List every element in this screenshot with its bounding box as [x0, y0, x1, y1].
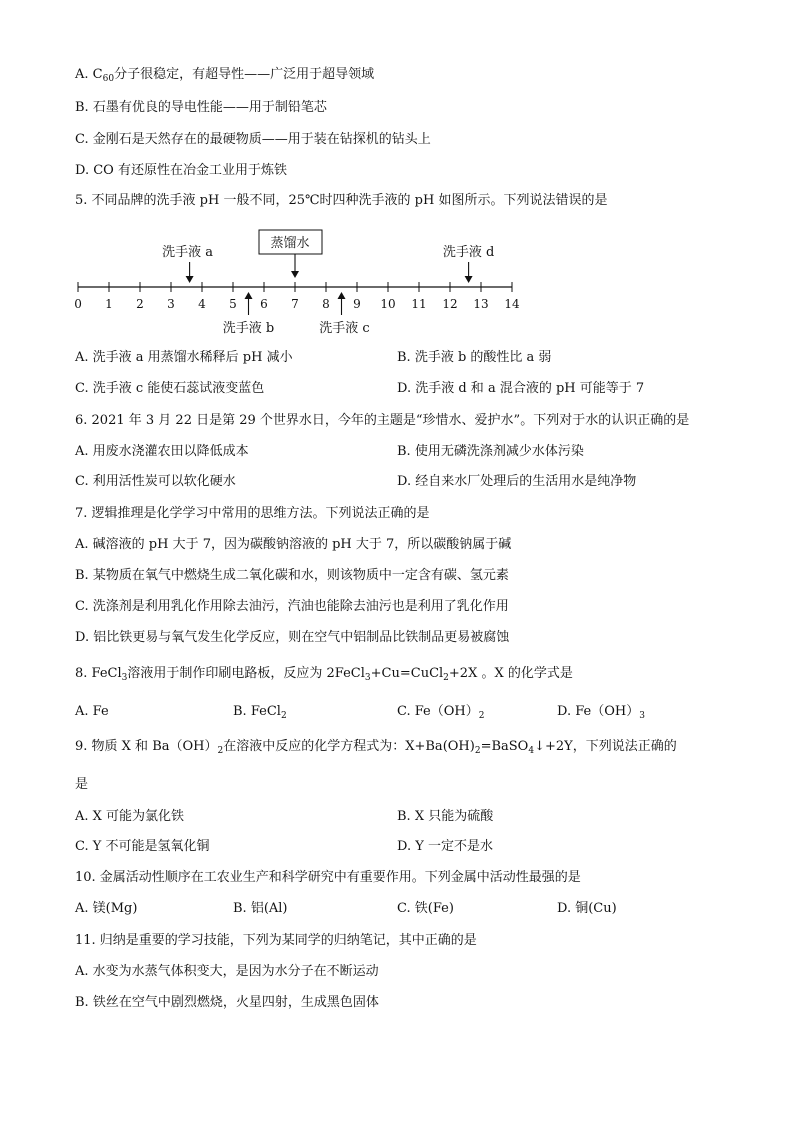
q9-option-c: C. Y 不可能是氢氧化铜 [75, 839, 210, 854]
ph-tick-label: 5 [229, 297, 237, 311]
label-handwash-b: 洗手液 b [222, 321, 275, 336]
q9-stem [75, 738, 677, 760]
q10-option-b: B. 铝(Al) [233, 901, 288, 916]
arrow-d-head [465, 276, 473, 283]
q7-option-c: C. 洗涤剂是利用乳化作用除去油污，汽油也能除去油污也是利用了乳化作用 [75, 599, 509, 614]
q6-option-b: B. 使用无磷洗涤剂减少水体污染 [397, 444, 584, 459]
q6-option-a: A. 用废水浇灌农田以降低成本 [75, 444, 249, 459]
q8-option-c [397, 703, 484, 725]
q4-option-a [75, 66, 374, 88]
label-handwash-d: 洗手液 d [442, 245, 495, 260]
q8-stem-part-4: +2X 。X 的化学式是 [448, 666, 573, 681]
ph-tick-label: 1 [105, 297, 113, 311]
q8-stem [75, 665, 573, 687]
q11-option-a: A. 水变为水蒸气体积变大，是因为水分子在不断运动 [75, 964, 379, 979]
q8-sub-3b: 3 [364, 673, 371, 683]
ph-tick-label: 7 [291, 297, 299, 311]
q5-option-c: C. 洗手液 c 能使石蕊试液变蓝色 [75, 381, 265, 396]
q7-option-d: D. 铝比铁更易与氧气发生化学反应，则在空气中铝制品比铁制品更易被腐蚀 [75, 630, 510, 645]
ph-tick-label: 8 [322, 297, 330, 311]
q8-option-a: A. Fe [75, 704, 109, 719]
ph-tick-label: 4 [198, 297, 206, 311]
q8-option-d [557, 703, 645, 725]
q10-stem: 10. 金属活动性顺序在工农业生产和科学研究中有重要作用。下列金属中活动性最强的是 [75, 870, 581, 885]
q8-stem-part-2: 溶液用于制作印刷电路板，反应为 2FeCl [127, 666, 365, 681]
q11-option-b: B. 铁丝在空气中剧烈燃烧，火星四射，生成黑色固体 [75, 995, 379, 1010]
q8-sub-3a: 3 [121, 673, 128, 683]
ph-tick-label: 10 [380, 297, 396, 311]
q9-stem-part-4: ↓+2Y，下列说法正确的 [534, 739, 677, 754]
q9-option-a: A. X 可能为氯化铁 [75, 809, 185, 824]
ph-tick-label: 13 [473, 297, 489, 311]
arrow-water-head [291, 271, 299, 278]
ph-tick-label: 9 [353, 297, 361, 311]
q5-option-a: A. 洗手液 a 用蒸馏水稀释后 pH 减小 [75, 350, 293, 365]
ph-tick-label: 2 [136, 297, 144, 311]
arrow-c-head [338, 292, 346, 299]
q4-option-c: C. 金刚石是天然存在的最硬物质——用于装在钻探机的钻头上 [75, 132, 431, 147]
q8-option-c-sub: 2 [478, 711, 485, 721]
q8-option-c-text: C. Fe（OH） [397, 704, 479, 719]
q5-option-b: B. 洗手液 b 的酸性比 a 弱 [397, 350, 552, 365]
label-handwash-a: 洗手液 a [162, 245, 214, 260]
q4-option-a-post: 分子很稳定，有超导性——广泛用于超导领域 [114, 67, 375, 82]
q8-option-b [233, 703, 287, 725]
q9-stem-paren: (OH) [442, 739, 475, 754]
arrow-a-head [186, 276, 194, 283]
q7-option-a: A. 碱溶液的 pH 大于 7，因为碳酸钠溶液的 pH 大于 7，所以碳酸钠属于碱 [75, 537, 512, 552]
q5-option-d: D. 洗手液 d 和 a 混合液的 pH 可能等于 7 [397, 381, 645, 396]
q10-option-a: A. 镁(Mg) [75, 901, 138, 916]
q8-stem-part-1: 8. FeCl [75, 666, 122, 681]
q9-stem-part-2: 在溶液中反应的化学方程式为：X+Ba [223, 739, 443, 754]
q8-option-d-sub: 3 [639, 711, 645, 721]
q4-option-a-pre: A. C [75, 67, 103, 82]
q8-stem-part-3: +Cu=CuCl [370, 666, 444, 681]
q8-option-b-text: B. FeCl [233, 704, 281, 719]
q10-option-d: D. 铜(Cu) [557, 901, 617, 916]
q9-option-b: B. X 只能为硫酸 [397, 809, 494, 824]
q9-sub-4: 4 [528, 746, 535, 756]
ph-tick-labels [74, 297, 520, 311]
ph-tick-label: 11 [411, 297, 427, 311]
q9-stem-continued: 是 [75, 777, 89, 792]
q5-stem: 5. 不同品牌的洗手液 pH 一般不同，25℃时四种洗手液的 pH 如图所示。下列说法错误的是 [75, 193, 608, 208]
q4-option-b: B. 石墨有优良的导电性能——用于制铅笔芯 [75, 100, 327, 115]
ph-scale-figure [75, 226, 545, 341]
q9-sub-2b: 2 [474, 746, 481, 756]
q6-option-d: D. 经自来水厂处理后的生活用水是纯净物 [397, 474, 637, 489]
ph-scale-svg [75, 226, 545, 341]
ph-tick-label: 0 [74, 297, 82, 311]
ph-tick-label: 3 [167, 297, 175, 311]
label-handwash-c: 洗手液 c [319, 321, 370, 336]
q10-option-c: C. 铁(Fe) [397, 901, 454, 916]
ph-tick-label: 6 [260, 297, 268, 311]
distilled-water-label: 蒸馏水 [270, 236, 310, 251]
q11-stem: 11. 归纳是重要的学习技能，下列为某同学的归纳笔记，其中正确的是 [75, 933, 477, 948]
ph-tick-label: 12 [442, 297, 458, 311]
q4-option-d: D. CO 有还原性在冶金工业用于炼铁 [75, 163, 287, 178]
q8-option-d-text: D. Fe（OH） [557, 704, 640, 719]
q6-option-c: C. 利用活性炭可以软化硬水 [75, 474, 236, 489]
q9-option-d: D. Y 一定不是水 [397, 839, 493, 854]
arrow-b-head [245, 292, 253, 299]
q7-stem: 7. 逻辑推理是化学学习中常用的思维方法。下列说法正确的是 [75, 506, 430, 521]
q9-stem-part-3: =BaSO [480, 739, 529, 754]
q7-option-b: B. 某物质在氧气中燃烧生成二氧化碳和水，则该物质中一定含有碳、氢元素 [75, 568, 509, 583]
q9-stem-part-1: 9. 物质 X 和 Ba（OH） [75, 739, 218, 754]
ph-tick-label: 14 [504, 297, 520, 311]
q6-stem: 6. 2021 年 3 月 22 日是第 29 个世界水日，今年的主题是“珍惜水、爱护水”。下列对于水的认识正确的是 [75, 413, 690, 428]
q4-option-a-sub: 60 [102, 74, 115, 84]
q8-sub-2: 2 [443, 673, 449, 683]
q8-option-b-sub: 2 [280, 711, 287, 721]
q9-sub-2a: 2 [217, 746, 224, 756]
